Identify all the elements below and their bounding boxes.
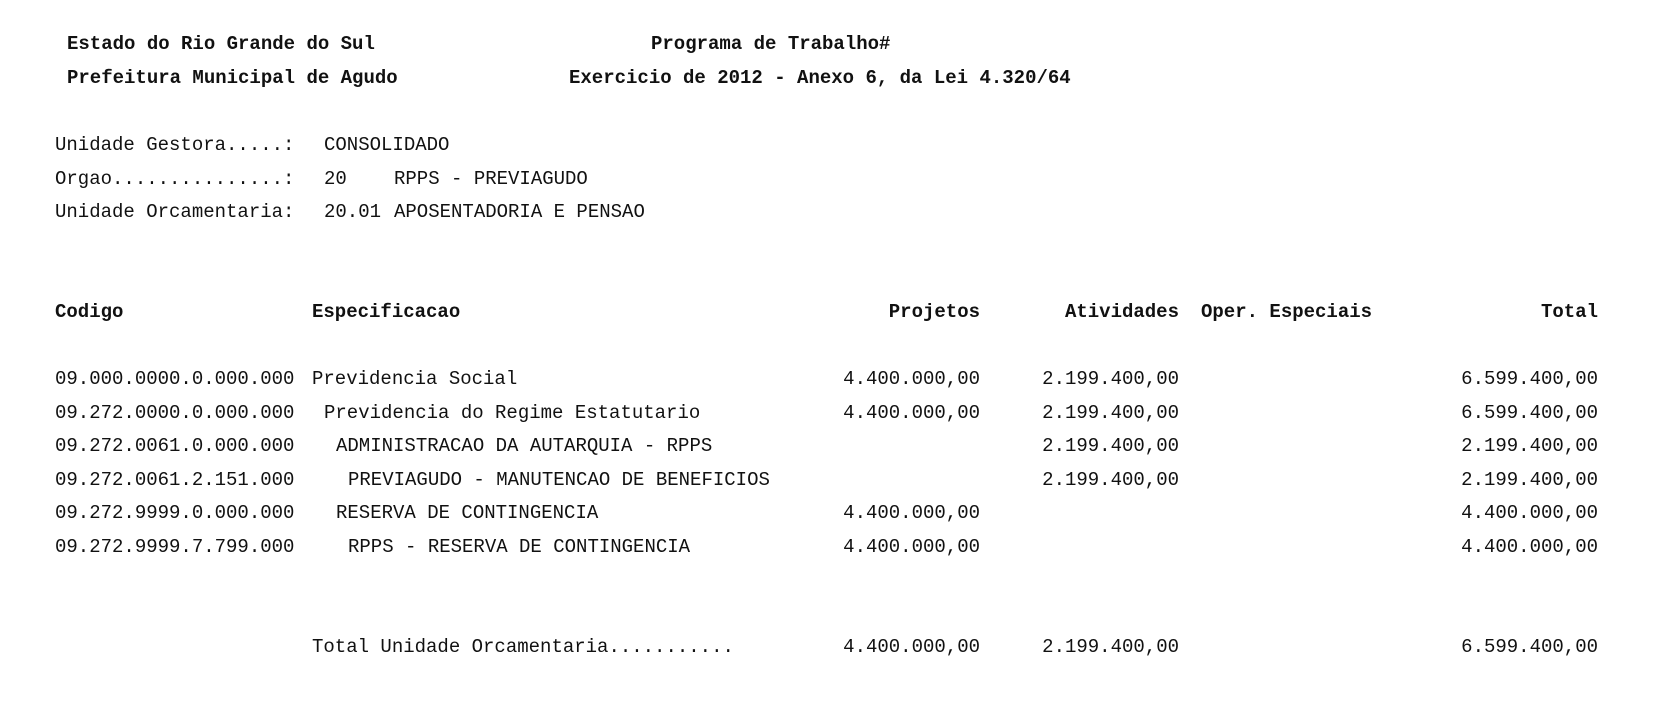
row-especificacao: Previdencia Social — [312, 368, 518, 390]
total-atividades: 2.199.400,00 — [1042, 636, 1179, 658]
header-projetos: Projetos — [888, 301, 980, 323]
row-total: 2.199.400,00 — [1461, 469, 1598, 491]
row-projetos: 4.400.000,00 — [843, 536, 980, 558]
total-label: Total Unidade Orcamentaria........... — [312, 636, 734, 658]
row-especificacao: RPPS - RESERVA DE CONTINGENCIA — [348, 536, 691, 558]
row-atividades: 2.199.400,00 — [1042, 469, 1179, 491]
unidade-orcamentaria-code: 20.01 — [324, 201, 382, 223]
unidade-gestora-value: CONSOLIDADO — [324, 134, 450, 156]
row-projetos: 4.400.000,00 — [843, 402, 980, 424]
orgao-code: 20 — [324, 168, 347, 190]
row-total: 6.599.400,00 — [1461, 368, 1598, 390]
header-oper-especiais: Oper. Especiais — [1201, 301, 1373, 323]
row-codigo: 09.000.0000.0.000.000 — [55, 368, 295, 390]
row-atividades: 2.199.400,00 — [1042, 402, 1179, 424]
row-total: 4.400.000,00 — [1461, 536, 1598, 558]
orgao-label: Orgao...............: — [55, 168, 295, 190]
header-especificacao: Especificacao — [312, 301, 461, 323]
row-codigo: 09.272.9999.0.000.000 — [55, 502, 295, 524]
municipality-name: Prefeitura Municipal de Agudo — [67, 67, 398, 89]
unidade-gestora-label: Unidade Gestora.....: — [55, 134, 295, 156]
row-projetos: 4.400.000,00 — [843, 368, 980, 390]
orgao-name: RPPS - PREVIAGUDO — [394, 168, 588, 190]
header-codigo: Codigo — [55, 301, 124, 323]
row-atividades: 2.199.400,00 — [1042, 368, 1179, 390]
row-especificacao: PREVIAGUDO - MANUTENCAO DE BENEFICIOS — [348, 469, 770, 491]
row-atividades: 2.199.400,00 — [1042, 435, 1179, 457]
row-projetos: 4.400.000,00 — [843, 502, 980, 524]
program-title: Programa de Trabalho# — [651, 33, 891, 55]
unidade-orcamentaria-label: Unidade Orcamentaria: — [55, 201, 295, 223]
row-especificacao: Previdencia do Regime Estatutario — [324, 402, 701, 424]
row-codigo: 09.272.0000.0.000.000 — [55, 402, 295, 424]
row-codigo: 09.272.0061.2.151.000 — [55, 469, 295, 491]
row-total: 6.599.400,00 — [1461, 402, 1598, 424]
header-total: Total — [1540, 301, 1598, 323]
row-codigo: 09.272.9999.7.799.000 — [55, 536, 295, 558]
row-codigo: 09.272.0061.0.000.000 — [55, 435, 295, 457]
row-total: 4.400.000,00 — [1461, 502, 1598, 524]
row-especificacao: ADMINISTRACAO DA AUTARQUIA - RPPS — [336, 435, 713, 457]
state-name: Estado do Rio Grande do Sul — [67, 33, 375, 55]
row-especificacao: RESERVA DE CONTINGENCIA — [336, 502, 599, 524]
exercise-title: Exercicio de 2012 - Anexo 6, da Lei 4.320/64 — [569, 67, 1071, 89]
header-atividades: Atividades — [1064, 301, 1179, 323]
total-total: 6.599.400,00 — [1461, 636, 1598, 658]
row-total: 2.199.400,00 — [1461, 435, 1598, 457]
unidade-orcamentaria-name: APOSENTADORIA E PENSAO — [394, 201, 645, 223]
total-projetos: 4.400.000,00 — [843, 636, 980, 658]
